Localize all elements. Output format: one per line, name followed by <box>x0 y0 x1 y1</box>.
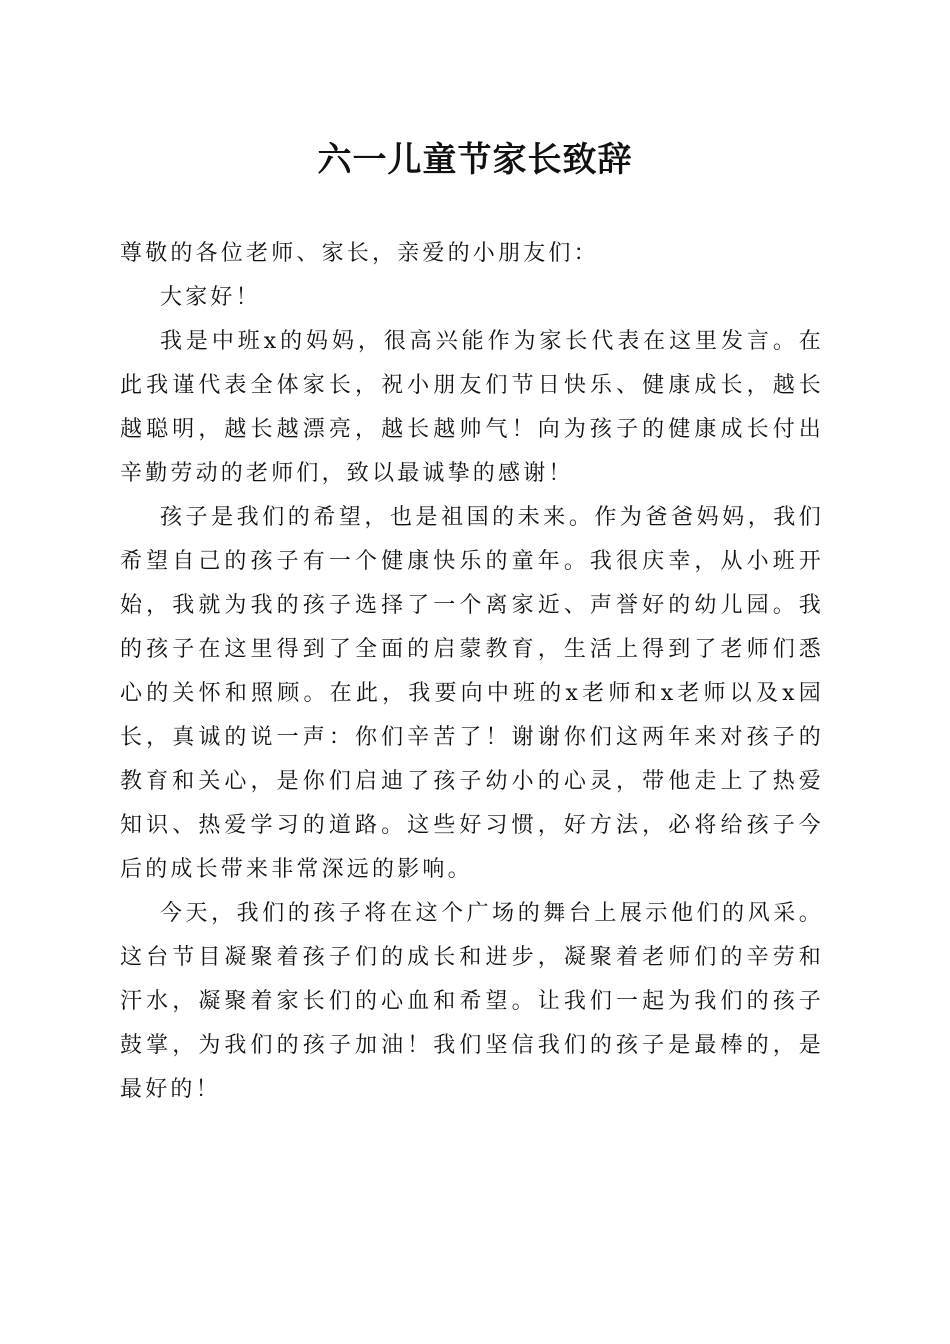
salutation: 尊敬的各位老师、家长，亲爱的小朋友们： <box>120 241 599 266</box>
paragraph-2: 孩子是我们的希望，也是祖国的未来。作为爸爸妈妈，我们希望自己的孩子有一个健康快乐的童年。我很庆幸，从小班开始，我就为我的孩子选择了一个离家近、声誉好的幼儿园。我的孩子在这里得到了全面的启蒙教育，生活上得到了老师们悉心的关怀和照顾。在此，我要向中班的x老师和x老师以及x园长，真诚的说一声：你们辛苦了！谢谢你们这两年来对孩子的教育和关心，是你们启迪了孩子幼小的心灵，带他走上了热爱知识、热爱学习的道路。这些好习惯，好方法，必将给孩子今后的成长带来非常深远的影响。 <box>120 505 824 882</box>
paragraph-3: 今天，我们的孩子将在这个广场的舞台上展示他们的风采。这台节目凝聚着孩子们的成长和进步，凝聚着老师们的辛劳和汗水，凝聚着家长们的心血和希望。让我们一起为我们的孩子鼓掌，为我们的孩子加油！我们坚信我们的孩子是最棒的，是最好的！ <box>120 901 824 1102</box>
document-title: 六一儿童节家长致辞 <box>317 140 633 180</box>
greeting: 大家好！ <box>160 285 261 310</box>
paragraph-1: 我是中班x的妈妈，很高兴能作为家长代表在这里发言。在此我谨代表全体家长，祝小朋友们节日快乐、健康成长，越长越聪明，越长越漂亮，越长越帅气！向为孩子的健康成长付出辛勤劳动的老师们，致以最诚挚的感谢！ <box>120 329 824 486</box>
document-body <box>120 232 824 1112</box>
